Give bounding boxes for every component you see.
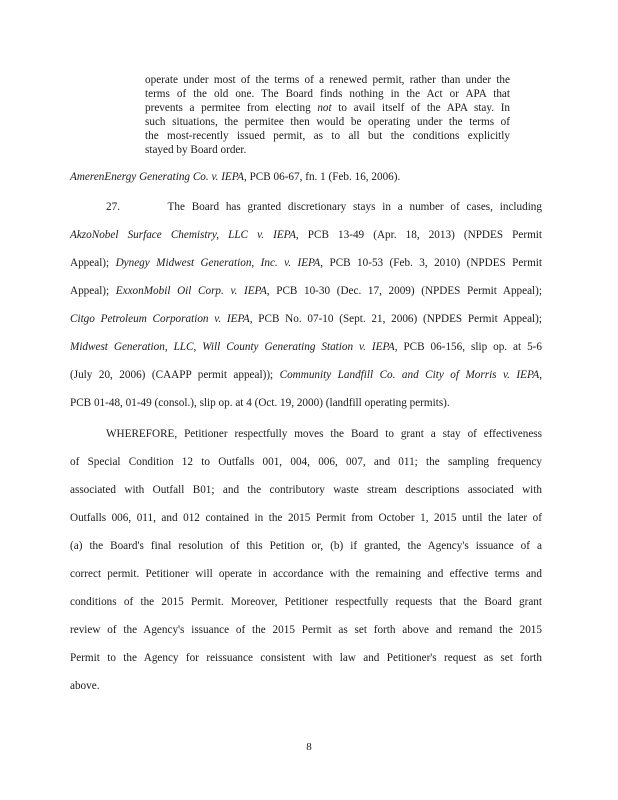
wherefore-line: correct permit. Petitioner will operate in accordance with the remaining and effective terms and [70,568,542,580]
block-quote-line: operate under most of the terms of a renewed permit, rather than under the [145,74,510,86]
wherefore-line: Permit to the Agency for reissuance consistent with law and Petitioner's request as set forth [70,652,542,664]
wherefore-line: WHEREFORE, Petitioner respectfully moves the Board to grant a stay of effectiveness [106,428,542,440]
wherefore-line: conditions of the 2015 Permit. Moreover, Petitioner respectfully requests that the Board grant [70,596,542,608]
paragraph-27-line: (July 20, 2006) (CAAPP permit appeal)); Community Landfill Co. and City of Morris v. IEPA, [70,369,542,381]
wherefore-line: Outfalls 006, 011, and 012 contained in the 2015 Permit from October 1, 2015 until the later of [70,512,542,524]
wherefore-line: review of the Agency's issuance of the 2015 Permit as set forth above and remand the 2015 [70,624,542,636]
block-quote-line: the most-recently issued permit, as to all but the conditions explicitly [145,130,510,142]
wherefore-line: associated with Outfall B01; and the contributory waste stream descriptions associated with [70,484,542,496]
paragraph-27-line: Citgo Petroleum Corporation v. IEPA, PCB No. 07-10 (Sept. 21, 2006) (NPDES Permit Appeal); [70,313,542,325]
block-quote-line: such situations, the permitee then would be operating under the terms of [145,116,510,128]
wherefore-line: (a) the Board's final resolution of this Petition or, (b) if granted, the Agency's issuance of a [70,540,542,552]
block-quote-line: prevents a permitee from electing not to avail itself of the APA stay. In [145,102,511,114]
block-quote-line: terms of the old one. The Board finds nothing in the Act or APA that [145,88,510,100]
wherefore-line: above. [70,680,100,692]
wherefore-line: of Special Condition 12 to Outfalls 001, 004, 006, 007, and 011; the sampling frequency [70,456,542,468]
paragraph-27-line: Appeal); Dynegy Midwest Generation, Inc. v. IEPA, PCB 10-53 (Feb. 3, 2010) (NPDES Permit [70,257,542,269]
citation: AmerenEnergy Generating Co. v. IEPA, PCB 06-67, fn. 1 (Feb. 16, 2006). [70,171,401,183]
block-quote-line: stayed by Board order. [145,144,247,156]
page-number: 8 [306,741,312,753]
paragraph-27-line: AkzoNobel Surface Chemistry, LLC v. IEPA, PCB 13-49 (Apr. 18, 2013) (NPDES Permit [70,229,542,241]
paragraph-27-line: 27. The Board has granted discretionary stays in a number of cases, including [106,201,542,213]
paragraph-27-line: Appeal); ExxonMobil Oil Corp. v. IEPA, PCB 10-30 (Dec. 17, 2009) (NPDES Permit Appeal); [70,285,543,297]
emphasis-not: not [317,102,332,114]
paragraph-27-line: Midwest Generation, LLC, Will County Generating Station v. IEPA, PCB 06-156, slip op. at 5-6 [70,341,542,353]
paragraph-27-line: PCB 01-48, 01-49 (consol.), slip op. at 4 (Oct. 19, 2000) (landfill operating permits). [70,397,450,409]
